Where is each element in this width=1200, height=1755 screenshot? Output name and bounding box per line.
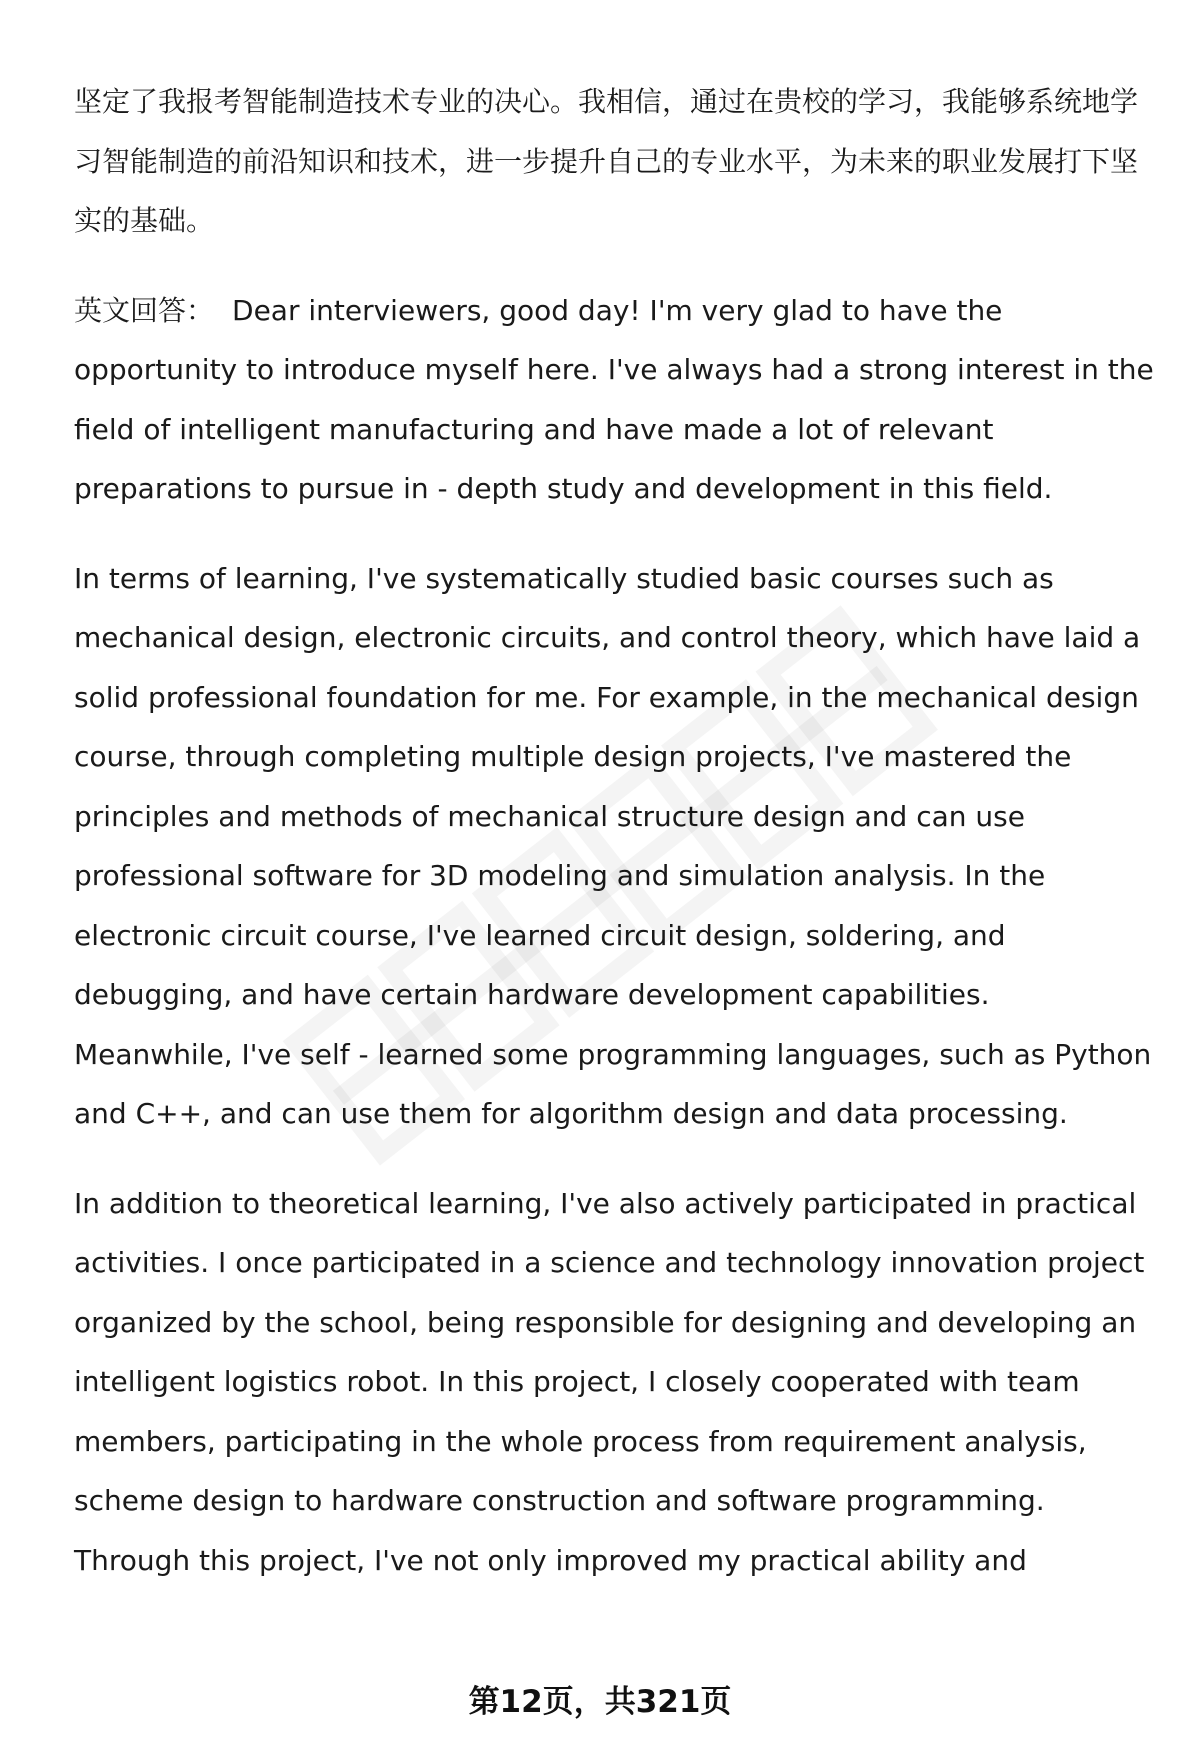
paragraph-text: Dear interviewers, good day! I'm very glad to have the opportunity to introduce myself here. I've always had a strong interest in the field of intelligent manufacturing and have made a lot of relevant preparations to pursue in - depth study and development in this field. <box>74 293 1154 505</box>
paragraph-text: In addition to theoretical learning, I've also actively participated in practical activities. I once participated in a science and technology innovation project organized by the school, being responsible for designing and developing an intelligent logistics robot. In this project, I closely cooperated with team members, participating in the whole process from requirement analysis, scheme design to hardware construction and software programming. Through this project, I've not only improved my practical ability and <box>74 1186 1145 1577</box>
paragraph-chinese-answer-end <box>74 72 1154 251</box>
paragraph-text: 坚定了我报考智能制造技术专业的决心。我相信，通过在贵校的学习，我能够系统地学习智能制造的前沿知识和技术，进一步提升自己的专业水平，为未来的职业发展打下坚实的基础。 <box>74 85 1139 237</box>
english-answer-label: 英文回答： <box>74 293 215 327</box>
document-body <box>74 72 1154 1620</box>
paragraph-english-answer-intro <box>74 281 1154 519</box>
paragraph-learning <box>74 549 1154 1144</box>
page-number-footer: 第12页，共321页 <box>468 1684 732 1720</box>
paragraph-text: In terms of learning, I've systematically studied basic courses such as mechanical design, electronic circuits, and control theory, which have laid a solid professional foundation for me. For example, in the mechanical design course, through completing multiple design projects, I've mastered the principles and methods of mechanical structure design and can use professional software for 3D modeling and simulation analysis. In the electronic circuit course, I've learned circuit design, soldering, and debugging, and have certain hardware development capabilities. Meanwhile, I've self - learned some programming languages, such as Python and C++, and can use them for algorithm design and data processing. <box>74 561 1152 1130</box>
paragraph-practice <box>74 1174 1154 1591</box>
